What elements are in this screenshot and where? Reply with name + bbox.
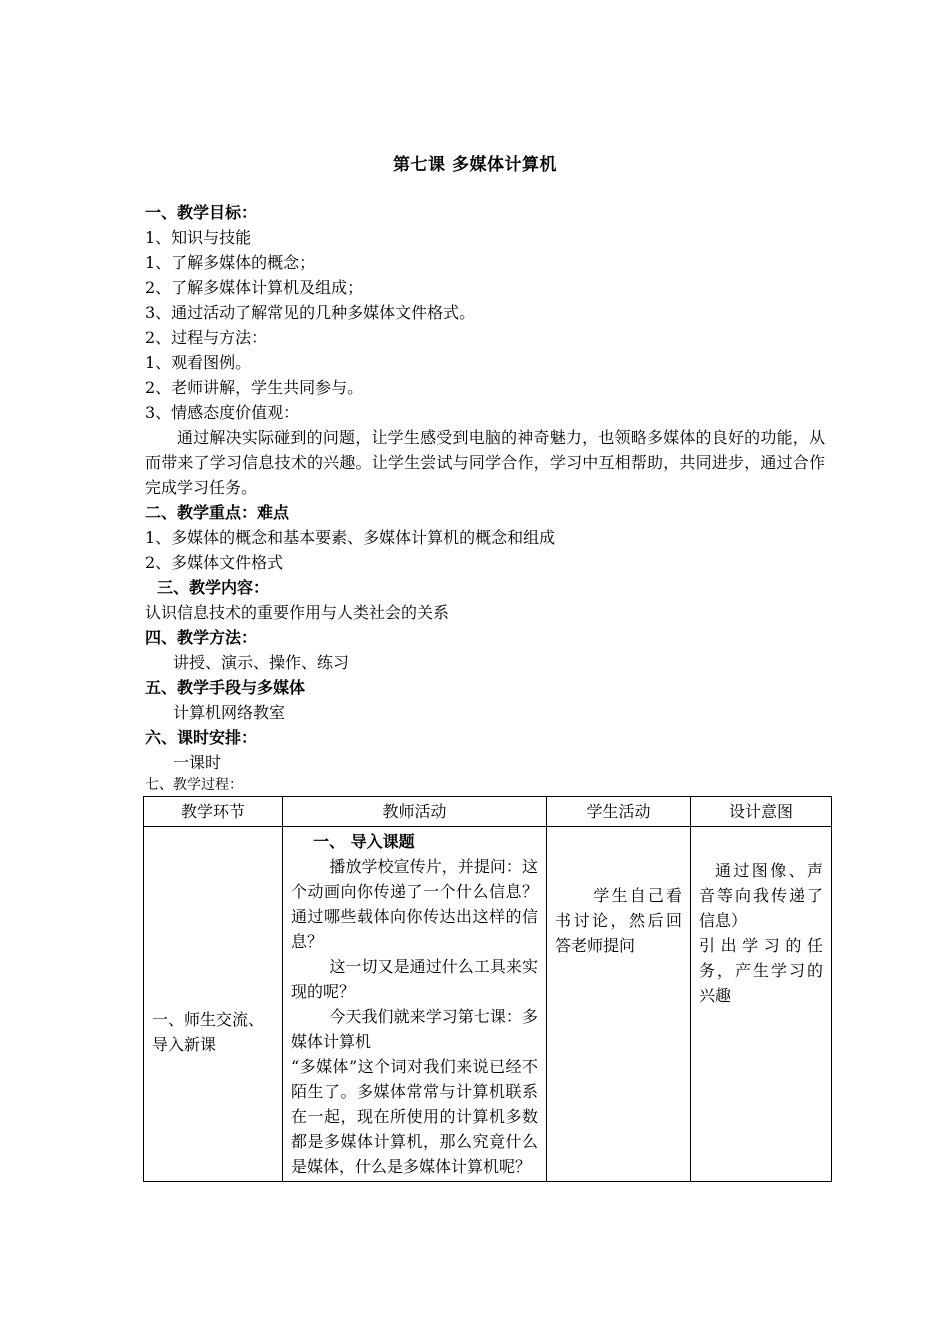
schedule-line: 一课时 — [173, 753, 222, 772]
key-point-line: 1、多媒体的概念和基本要素、多媒体计算机的概念和组成 — [145, 528, 556, 547]
stage-cell — [144, 827, 283, 1182]
teacher-paragraph: 播放学校宣传片，并提问：这个动画向你传递了一个什么信息？通过哪些载体向你传达出这样的信息？ — [291, 857, 538, 951]
header-stage: 教学环节 — [144, 797, 283, 827]
content-line: 认识信息技术的重要作用与人类社会的关系 — [145, 603, 450, 622]
document-body — [145, 200, 825, 795]
design-intent-cell — [691, 827, 832, 1182]
header-design-intent: 设计意图 — [691, 797, 832, 827]
stage-text: 一、师生交流、导入新课 — [152, 1010, 265, 1054]
section-heading-media: 五、教学手段与多媒体 — [145, 678, 306, 697]
intent-paragraph: 引出学习的任务，产生学习的兴趣 — [699, 936, 823, 1005]
section-heading-schedule: 六、课时安排： — [145, 728, 258, 747]
media-line: 计算机网络教室 — [173, 703, 286, 722]
teacher-paragraph: 今天我们就来学习第七课：多媒体计算机 — [291, 1007, 538, 1051]
teacher-paragraph: “多媒体”这个词对我们来说已经不陌生了。多媒体常常与计算机联系在一起，现在所使用的计算机多数都是多媒体计算机，那么究竟什么是媒体，什么是多媒体计算机呢？ — [291, 1057, 538, 1176]
key-point-line: 2、多媒体文件格式 — [145, 553, 284, 572]
section-heading-content: 三、教学内容： — [157, 578, 270, 597]
teacher-paragraph: 这一切又是通过什么工具来实现的呢？ — [291, 957, 538, 1001]
objective-line: 2、老师讲解，学生共同参与。 — [145, 378, 364, 397]
teaching-process-table — [143, 796, 832, 1182]
section-heading-process: 七、教学过程： — [145, 777, 243, 793]
objective-line: 1、知识与技能 — [145, 228, 252, 247]
teacher-subheading: 一、 导入课题 — [313, 832, 415, 851]
objective-line: 1、了解多媒体的概念； — [145, 253, 316, 272]
intent-paragraph: 通过图像、声音等向我传递了信息） — [699, 861, 823, 930]
teacher-activity-cell — [283, 827, 547, 1182]
objective-line: 2、了解多媒体计算机及组成； — [145, 278, 364, 297]
header-teacher-activity: 教师活动 — [283, 797, 547, 827]
methods-line: 讲授、演示、操作、练习 — [173, 653, 350, 672]
student-activity-cell — [547, 827, 691, 1182]
objective-line: 2、过程与方法： — [145, 328, 268, 347]
objective-line: 3、情感态度价值观： — [145, 403, 300, 422]
objective-line: 1、观看图例。 — [145, 353, 252, 372]
section-heading-key-points: 二、教学重点：难点 — [145, 503, 290, 522]
section-heading-objectives: 一、教学目标： — [145, 203, 258, 222]
student-activity-text: 学生自己看书讨论，然后回答老师提问 — [555, 886, 682, 955]
objective-line: 3、通过活动了解常见的几种多媒体文件格式。 — [145, 303, 476, 322]
attitude-paragraph: 通过解决实际碰到的问题，让学生感受到电脑的神奇魅力，也领略多媒体的良好的功能，从而带来了学习信息技术的兴趣。让学生尝试与同学合作，学习中互相帮助，共同进步，通过合作完成学习任务。 — [145, 428, 825, 497]
page-title: 第七课 多媒体计算机 — [393, 155, 557, 175]
table-header-row — [144, 797, 832, 827]
section-heading-methods: 四、教学方法： — [145, 628, 258, 647]
header-student-activity: 学生活动 — [547, 797, 691, 827]
table-row — [144, 827, 832, 1182]
